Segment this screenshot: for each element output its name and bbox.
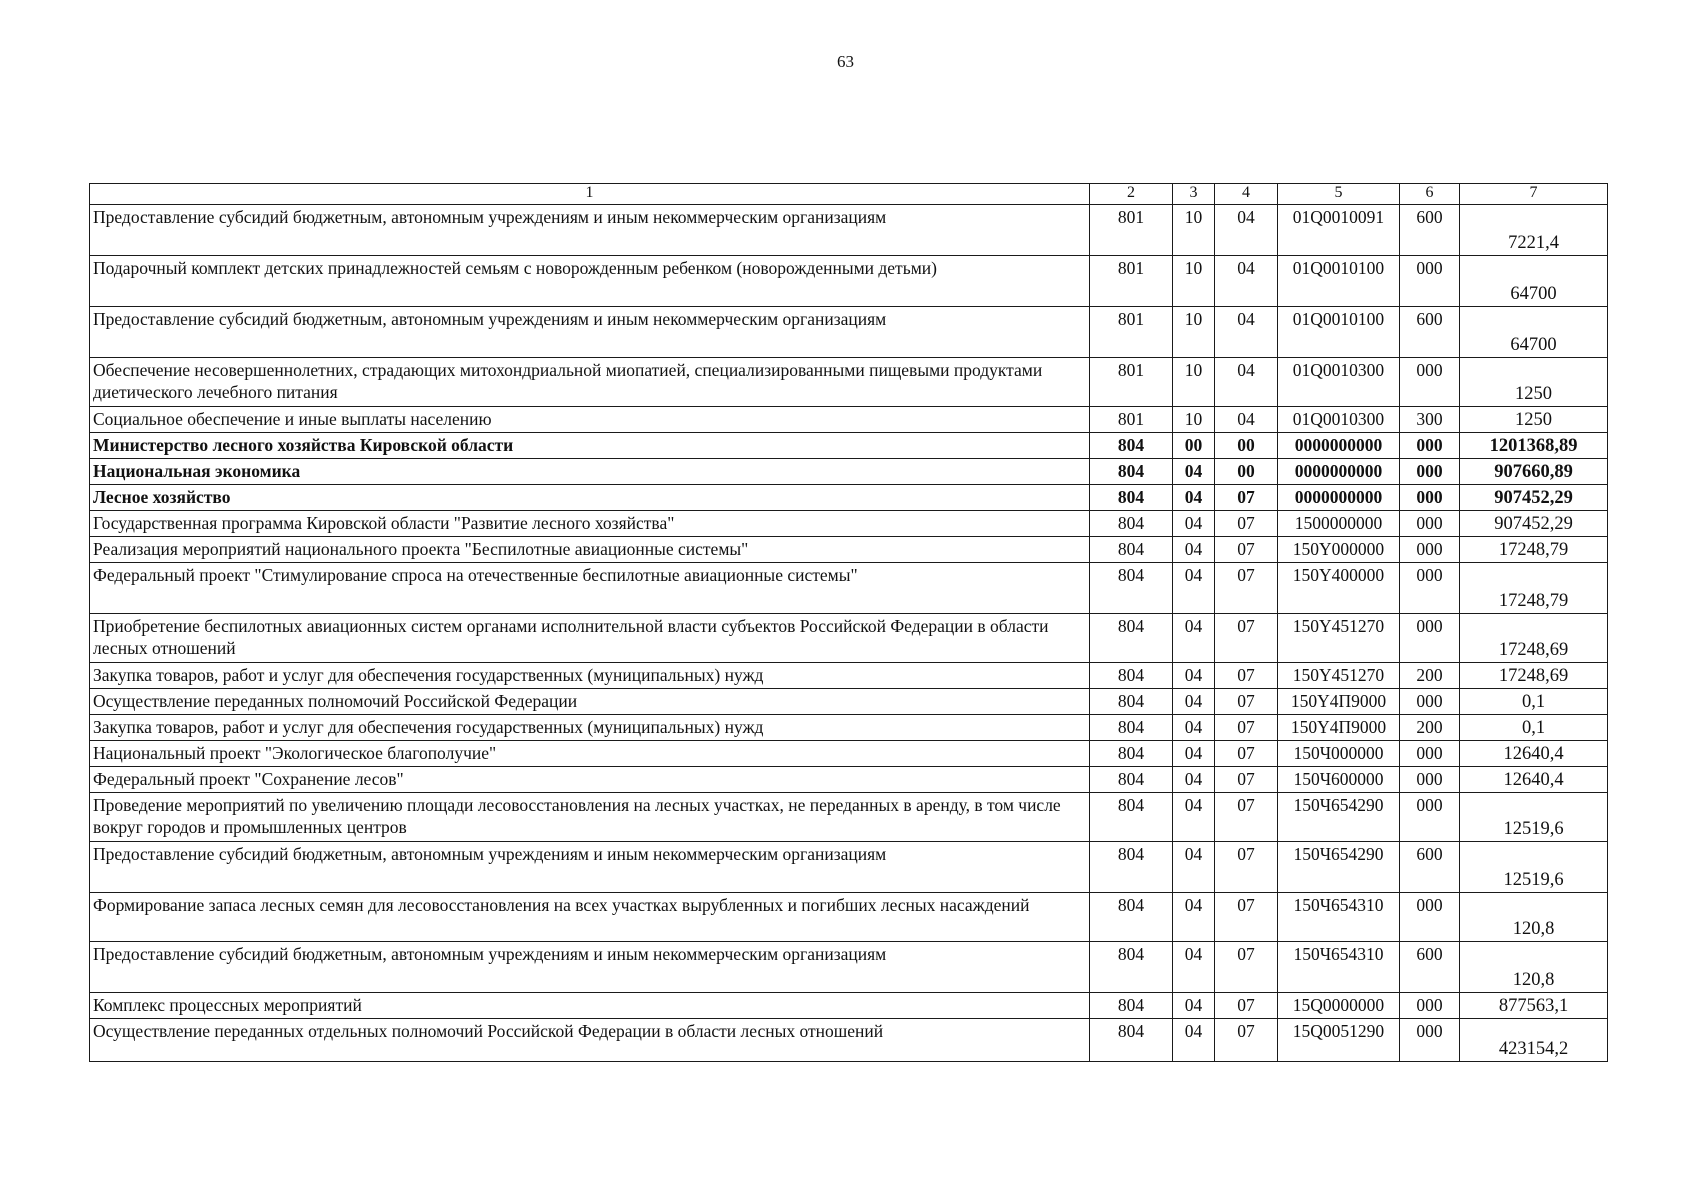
cell-code-6: 000 <box>1400 433 1460 459</box>
cell-amount: 423154,2 <box>1460 1019 1608 1062</box>
cell-code-5: 150Y4П9000 <box>1278 715 1400 741</box>
table-row <box>90 793 1608 842</box>
cell-name: Государственная программа Кировской области "Развитие лесного хозяйства" <box>90 511 1090 537</box>
cell-name: Формирование запаса лесных семян для лесовосстановления на всех участках вырубленных и погибших лесных насаждений <box>90 893 1090 942</box>
cell-amount: 12640,4 <box>1460 767 1608 793</box>
cell-code-2: 804 <box>1090 433 1173 459</box>
cell-code-5: 01Q0010091 <box>1278 205 1400 256</box>
cell-name: Федеральный проект "Сохранение лесов" <box>90 767 1090 793</box>
cell-amount: 17248,69 <box>1460 614 1608 663</box>
cell-name: Подарочный комплект детских принадлежностей семьям с новорожденным ребенком (новорожденными детьми) <box>90 256 1090 307</box>
cell-code-2: 804 <box>1090 1019 1173 1062</box>
cell-amount: 7221,4 <box>1460 205 1608 256</box>
cell-code-4: 07 <box>1215 537 1278 563</box>
cell-code-3: 04 <box>1173 942 1215 993</box>
column-header-6: 6 <box>1400 184 1460 205</box>
table-row <box>90 614 1608 663</box>
cell-code-2: 804 <box>1090 767 1173 793</box>
table-header-row <box>90 184 1608 205</box>
cell-code-2: 804 <box>1090 741 1173 767</box>
cell-code-4: 07 <box>1215 767 1278 793</box>
cell-code-5: 150Ч600000 <box>1278 767 1400 793</box>
cell-code-3: 04 <box>1173 842 1215 893</box>
cell-code-5: 01Q0010300 <box>1278 407 1400 433</box>
cell-code-4: 07 <box>1215 715 1278 741</box>
table-row <box>90 767 1608 793</box>
cell-code-5: 150Ч654310 <box>1278 942 1400 993</box>
column-header-4: 4 <box>1215 184 1278 205</box>
cell-code-3: 04 <box>1173 563 1215 614</box>
cell-amount: 1201368,89 <box>1460 433 1608 459</box>
cell-code-2: 804 <box>1090 942 1173 993</box>
cell-code-6: 600 <box>1400 205 1460 256</box>
table-row <box>90 307 1608 358</box>
cell-code-5: 150Ч654310 <box>1278 893 1400 942</box>
cell-code-6: 600 <box>1400 842 1460 893</box>
table-row <box>90 459 1608 485</box>
cell-code-6: 000 <box>1400 358 1460 407</box>
table-row <box>90 715 1608 741</box>
cell-name: Закупка товаров, работ и услуг для обеспечения государственных (муниципальных) нужд <box>90 663 1090 689</box>
cell-code-6: 000 <box>1400 993 1460 1019</box>
cell-code-2: 804 <box>1090 614 1173 663</box>
cell-code-2: 801 <box>1090 205 1173 256</box>
column-header-5: 5 <box>1278 184 1400 205</box>
cell-code-4: 07 <box>1215 511 1278 537</box>
cell-code-2: 804 <box>1090 689 1173 715</box>
cell-code-4: 00 <box>1215 433 1278 459</box>
cell-code-4: 07 <box>1215 485 1278 511</box>
cell-code-3: 04 <box>1173 715 1215 741</box>
cell-code-3: 04 <box>1173 663 1215 689</box>
cell-code-6: 000 <box>1400 1019 1460 1062</box>
cell-code-2: 804 <box>1090 793 1173 842</box>
cell-code-3: 10 <box>1173 205 1215 256</box>
cell-name: Национальная экономика <box>90 459 1090 485</box>
cell-code-3: 04 <box>1173 893 1215 942</box>
cell-name: Социальное обеспечение и иные выплаты населению <box>90 407 1090 433</box>
cell-code-2: 804 <box>1090 893 1173 942</box>
cell-code-2: 804 <box>1090 993 1173 1019</box>
cell-amount: 907452,29 <box>1460 485 1608 511</box>
cell-name: Закупка товаров, работ и услуг для обеспечения государственных (муниципальных) нужд <box>90 715 1090 741</box>
cell-name: Реализация мероприятий национального проекта "Беспилотные авиационные системы" <box>90 537 1090 563</box>
cell-code-3: 10 <box>1173 307 1215 358</box>
cell-code-5: 150Y451270 <box>1278 614 1400 663</box>
cell-code-4: 04 <box>1215 407 1278 433</box>
table-row <box>90 256 1608 307</box>
cell-code-4: 07 <box>1215 842 1278 893</box>
cell-code-6: 600 <box>1400 307 1460 358</box>
cell-code-3: 04 <box>1173 689 1215 715</box>
cell-code-5: 150Ч654290 <box>1278 793 1400 842</box>
table-row <box>90 407 1608 433</box>
cell-code-4: 00 <box>1215 459 1278 485</box>
table-row <box>90 893 1608 942</box>
cell-code-6: 200 <box>1400 715 1460 741</box>
cell-name: Предоставление субсидий бюджетным, автономным учреждениям и иным некоммерческим организациям <box>90 942 1090 993</box>
cell-name: Национальный проект "Экологическое благополучие" <box>90 741 1090 767</box>
cell-code-6: 200 <box>1400 663 1460 689</box>
cell-name: Осуществление переданных полномочий Российской Федерации <box>90 689 1090 715</box>
cell-name: Предоставление субсидий бюджетным, автономным учреждениям и иным некоммерческим организациям <box>90 205 1090 256</box>
cell-name: Осуществление переданных отдельных полномочий Российской Федерации в области лесных отношений <box>90 1019 1090 1062</box>
table-row <box>90 563 1608 614</box>
cell-code-3: 04 <box>1173 459 1215 485</box>
cell-code-4: 07 <box>1215 942 1278 993</box>
cell-code-6: 000 <box>1400 256 1460 307</box>
cell-code-3: 00 <box>1173 433 1215 459</box>
cell-code-6: 300 <box>1400 407 1460 433</box>
cell-amount: 12519,6 <box>1460 842 1608 893</box>
cell-code-5: 150Y4П9000 <box>1278 689 1400 715</box>
cell-code-6: 000 <box>1400 767 1460 793</box>
cell-name: Обеспечение несовершеннолетних, страдающих митохондриальной миопатией, специализированными пищевыми продуктами диетического лечебного питания <box>90 358 1090 407</box>
cell-code-5: 0000000000 <box>1278 433 1400 459</box>
cell-code-3: 10 <box>1173 407 1215 433</box>
cell-name: Лесное хозяйство <box>90 485 1090 511</box>
table-row <box>90 358 1608 407</box>
table-row <box>90 663 1608 689</box>
cell-code-4: 04 <box>1215 307 1278 358</box>
cell-code-6: 000 <box>1400 893 1460 942</box>
column-header-3: 3 <box>1173 184 1215 205</box>
cell-code-4: 07 <box>1215 893 1278 942</box>
cell-code-2: 804 <box>1090 511 1173 537</box>
cell-amount: 12519,6 <box>1460 793 1608 842</box>
budget-table <box>89 183 1608 1062</box>
cell-code-2: 801 <box>1090 256 1173 307</box>
cell-amount: 120,8 <box>1460 942 1608 993</box>
cell-name: Предоставление субсидий бюджетным, автономным учреждениям и иным некоммерческим организациям <box>90 307 1090 358</box>
cell-code-2: 804 <box>1090 563 1173 614</box>
cell-amount: 1250 <box>1460 358 1608 407</box>
cell-code-5: 150Y000000 <box>1278 537 1400 563</box>
cell-code-5: 150Ч654290 <box>1278 842 1400 893</box>
cell-code-2: 804 <box>1090 663 1173 689</box>
table-row <box>90 511 1608 537</box>
cell-code-4: 07 <box>1215 993 1278 1019</box>
table-row <box>90 842 1608 893</box>
cell-code-4: 04 <box>1215 205 1278 256</box>
cell-name: Приобретение беспилотных авиационных систем органами исполнительной власти субъектов Российской Федерации в области лесных отношений <box>90 614 1090 663</box>
cell-code-6: 000 <box>1400 485 1460 511</box>
cell-code-4: 07 <box>1215 793 1278 842</box>
cell-code-5: 150Y451270 <box>1278 663 1400 689</box>
cell-code-5: 150Y400000 <box>1278 563 1400 614</box>
cell-code-5: 01Q0010100 <box>1278 256 1400 307</box>
cell-code-5: 0000000000 <box>1278 459 1400 485</box>
cell-code-2: 804 <box>1090 537 1173 563</box>
table-row <box>90 689 1608 715</box>
cell-code-5: 15Q0000000 <box>1278 993 1400 1019</box>
table-body <box>90 205 1608 1062</box>
cell-code-3: 04 <box>1173 741 1215 767</box>
cell-code-5: 150Ч000000 <box>1278 741 1400 767</box>
cell-name: Комплекс процессных мероприятий <box>90 993 1090 1019</box>
table-row <box>90 205 1608 256</box>
table-row <box>90 433 1608 459</box>
cell-code-3: 10 <box>1173 358 1215 407</box>
cell-code-3: 04 <box>1173 614 1215 663</box>
table-row <box>90 1019 1608 1062</box>
cell-code-2: 801 <box>1090 407 1173 433</box>
cell-code-3: 04 <box>1173 767 1215 793</box>
cell-code-6: 000 <box>1400 741 1460 767</box>
cell-name: Предоставление субсидий бюджетным, автономным учреждениям и иным некоммерческим организациям <box>90 842 1090 893</box>
cell-amount: 64700 <box>1460 256 1608 307</box>
table-row <box>90 537 1608 563</box>
cell-code-6: 000 <box>1400 614 1460 663</box>
cell-amount: 17248,79 <box>1460 563 1608 614</box>
cell-amount: 17248,69 <box>1460 663 1608 689</box>
cell-code-6: 600 <box>1400 942 1460 993</box>
cell-code-2: 801 <box>1090 307 1173 358</box>
cell-amount: 0,1 <box>1460 715 1608 741</box>
cell-code-4: 07 <box>1215 614 1278 663</box>
cell-code-2: 804 <box>1090 485 1173 511</box>
table-row <box>90 485 1608 511</box>
page-number: 63 <box>837 52 854 71</box>
cell-amount: 1250 <box>1460 407 1608 433</box>
cell-code-3: 10 <box>1173 256 1215 307</box>
cell-code-5: 1500000000 <box>1278 511 1400 537</box>
cell-code-2: 804 <box>1090 842 1173 893</box>
cell-code-3: 04 <box>1173 1019 1215 1062</box>
cell-code-4: 07 <box>1215 663 1278 689</box>
cell-code-2: 804 <box>1090 459 1173 485</box>
cell-code-6: 000 <box>1400 563 1460 614</box>
column-header-2: 2 <box>1090 184 1173 205</box>
table-row <box>90 741 1608 767</box>
cell-code-6: 000 <box>1400 511 1460 537</box>
cell-code-4: 07 <box>1215 689 1278 715</box>
cell-code-4: 07 <box>1215 741 1278 767</box>
cell-code-5: 0000000000 <box>1278 485 1400 511</box>
column-header-7: 7 <box>1460 184 1608 205</box>
cell-code-4: 04 <box>1215 358 1278 407</box>
cell-code-3: 04 <box>1173 993 1215 1019</box>
cell-code-6: 000 <box>1400 537 1460 563</box>
cell-amount: 12640,4 <box>1460 741 1608 767</box>
cell-code-3: 04 <box>1173 537 1215 563</box>
cell-code-6: 000 <box>1400 459 1460 485</box>
cell-amount: 877563,1 <box>1460 993 1608 1019</box>
cell-code-5: 01Q0010100 <box>1278 307 1400 358</box>
cell-name: Проведение мероприятий по увеличению площади лесовосстановления на лесных участках, не переданных в аренду, в том числе вокруг городов и промышленных центров <box>90 793 1090 842</box>
cell-code-4: 07 <box>1215 1019 1278 1062</box>
cell-code-2: 804 <box>1090 715 1173 741</box>
column-header-1: 1 <box>90 184 1090 205</box>
cell-code-5: 01Q0010300 <box>1278 358 1400 407</box>
cell-amount: 64700 <box>1460 307 1608 358</box>
cell-code-4: 04 <box>1215 256 1278 307</box>
cell-code-4: 07 <box>1215 563 1278 614</box>
cell-code-2: 801 <box>1090 358 1173 407</box>
cell-amount: 17248,79 <box>1460 537 1608 563</box>
cell-amount: 120,8 <box>1460 893 1608 942</box>
cell-code-6: 000 <box>1400 689 1460 715</box>
cell-code-3: 04 <box>1173 793 1215 842</box>
cell-amount: 907452,29 <box>1460 511 1608 537</box>
cell-name: Министерство лесного хозяйства Кировской области <box>90 433 1090 459</box>
table-row <box>90 993 1608 1019</box>
cell-name: Федеральный проект "Стимулирование спроса на отечественные беспилотные авиационные системы" <box>90 563 1090 614</box>
cell-code-3: 04 <box>1173 511 1215 537</box>
cell-amount: 907660,89 <box>1460 459 1608 485</box>
table-row <box>90 942 1608 993</box>
cell-code-6: 000 <box>1400 793 1460 842</box>
cell-code-3: 04 <box>1173 485 1215 511</box>
cell-amount: 0,1 <box>1460 689 1608 715</box>
cell-code-5: 15Q0051290 <box>1278 1019 1400 1062</box>
